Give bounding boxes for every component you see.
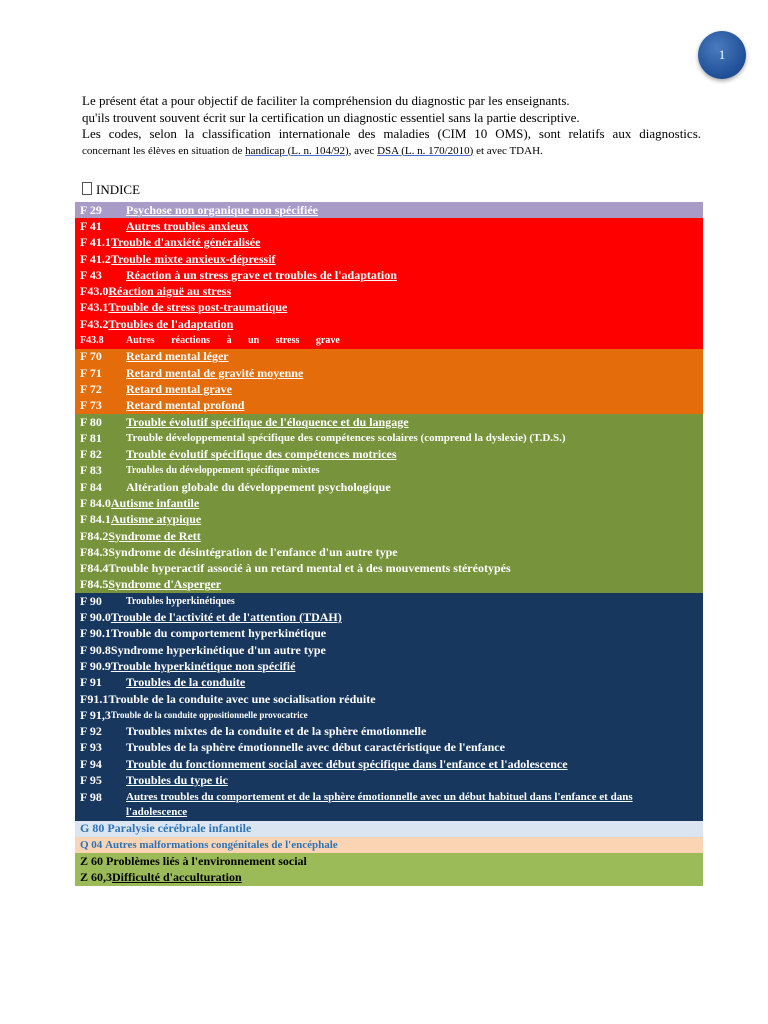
row-code: F 29 <box>80 202 102 217</box>
table-row[interactable] <box>75 707 703 723</box>
table-row[interactable] <box>75 512 703 528</box>
table-row[interactable] <box>75 218 703 234</box>
row-description: Retard mental grave <box>126 381 232 396</box>
row-description: Trouble évolutif spécifique des compétences motrices <box>126 447 397 462</box>
row-code: F 98 <box>80 789 102 804</box>
diagnosis-index-table <box>75 202 703 886</box>
row-description: Syndrome hyperkinétique d'un autre type <box>110 642 326 657</box>
table-row[interactable] <box>75 642 703 658</box>
table-row[interactable] <box>75 724 703 740</box>
row-code: F 92 <box>80 724 102 739</box>
row-description: Réaction aiguë au stress <box>108 284 232 299</box>
table-row[interactable] <box>75 577 703 593</box>
row-code: F 90.0 <box>80 610 111 625</box>
row-description: Syndrome de Rett <box>108 528 201 543</box>
table-row[interactable] <box>75 821 703 837</box>
row-description: Trouble hyperactif associé à un retard mental et à des mouvements stéréotypés <box>108 561 511 576</box>
row-description: Réaction à un stress grave et troubles de l'adaptation <box>126 267 397 282</box>
row-description: Autisme atypique <box>110 512 202 527</box>
row-code: F 81 <box>80 430 102 445</box>
table-row[interactable] <box>75 593 703 609</box>
row-description: Syndrome d'Asperger <box>108 577 222 592</box>
table-row[interactable] <box>75 463 703 479</box>
row-code: F 82 <box>80 447 102 462</box>
row-description: Troubles de l'adaptation <box>108 316 234 331</box>
table-row[interactable] <box>75 789 703 821</box>
law-reference-handicap[interactable]: handicap (L. n. 104/92) <box>245 144 349 157</box>
page-number-badge: 1 <box>698 31 746 79</box>
table-row[interactable] <box>75 300 703 316</box>
row-description: Troubles de la conduite <box>126 675 246 690</box>
row-description: Retard mental de gravité moyenne <box>126 365 304 380</box>
row-description: Autres malformations congénitales de l'encéphale <box>105 839 338 852</box>
checkbox-glyph-icon <box>82 182 92 195</box>
row-description: Trouble évolutif spécifique de l'éloquence et du langage <box>126 414 409 429</box>
row-code: F 43 <box>80 267 102 282</box>
row-description: Syndrome de désintégration de l'enfance d'un autre type <box>108 544 398 559</box>
table-row[interactable] <box>75 381 703 397</box>
row-description: Difficulté d'acculturation <box>112 870 242 885</box>
row-code: F 91 <box>80 675 102 690</box>
intro-line-4-part: , avec <box>348 144 378 157</box>
row-code: F84.4 <box>80 561 109 576</box>
row-code: F 84.1 <box>80 512 111 527</box>
table-row[interactable] <box>75 544 703 560</box>
table-row[interactable] <box>75 202 703 218</box>
table-row[interactable] <box>75 283 703 299</box>
row-description: Trouble de stress post-traumatique <box>108 300 288 315</box>
row-description: Trouble du comportement hyperkinétique <box>110 626 327 641</box>
index-heading <box>82 182 140 198</box>
row-description: Trouble du fonctionnement social avec début spécifique dans l'enfance et l'adolescence <box>126 756 568 771</box>
row-code: F 94 <box>80 756 102 771</box>
table-row[interactable] <box>75 772 703 788</box>
row-code: F 80 <box>80 414 102 429</box>
row-description: Troubles mixtes de la conduite et de la sphère émotionnelle <box>126 724 427 739</box>
table-row[interactable] <box>75 658 703 674</box>
row-description: Autres troubles anxieux <box>126 218 249 233</box>
row-description: Trouble de la conduite avec une socialisation réduite <box>108 691 376 706</box>
row-description: Troubles hyperkinétiques <box>126 595 235 607</box>
row-code: F 90.9 <box>80 658 111 673</box>
row-code: Q 04 <box>80 839 103 852</box>
row-code: F43.1 <box>80 300 109 315</box>
table-row[interactable] <box>75 316 703 332</box>
row-description: Troubles du développement spécifique mixtes <box>126 465 320 477</box>
row-code: F43.2 <box>80 316 109 331</box>
table-row[interactable] <box>75 691 703 707</box>
table-row[interactable] <box>75 398 703 414</box>
row-code: F 73 <box>80 398 102 413</box>
row-code: F84.3 <box>80 544 109 559</box>
row-description: Trouble hyperkinétique non spécifié <box>110 658 296 673</box>
table-row[interactable] <box>75 479 703 495</box>
table-row[interactable] <box>75 446 703 462</box>
table-row[interactable] <box>75 675 703 691</box>
row-code: F91.1 <box>80 691 109 706</box>
row-description: Autres réactions à un stress grave <box>126 335 340 347</box>
row-code: F 70 <box>80 349 102 364</box>
row-code: F 41.2 <box>80 251 111 266</box>
table-row[interactable] <box>75 870 703 886</box>
row-description: Paralysie cérébrale infantile <box>107 821 252 836</box>
index-heading-label: INDICE <box>96 182 141 197</box>
row-code: F 83 <box>80 463 102 478</box>
intro-line-4-part: et avec TDAH. <box>473 144 543 157</box>
row-code: F 93 <box>80 740 102 755</box>
row-description: Trouble développemental spécifique des compétences scolaires (comprend la dyslexie) (T.D.S.) <box>126 432 566 445</box>
row-description: Retard mental profond <box>126 398 245 413</box>
law-reference-dsa[interactable]: DSA (L. n. 170/2010) <box>377 144 474 157</box>
row-code: F43.8 <box>80 335 104 347</box>
table-row[interactable] <box>75 609 703 625</box>
table-row[interactable] <box>75 414 703 430</box>
row-description: Autisme infantile <box>110 495 200 510</box>
row-code: F 84 <box>80 479 102 494</box>
table-row[interactable] <box>75 853 703 869</box>
row-code: F 91,3 <box>80 707 111 722</box>
row-code: F 90.1 <box>80 626 111 641</box>
row-code: F43.0 <box>80 284 109 299</box>
table-row[interactable] <box>75 332 703 348</box>
row-code: F 41.1 <box>80 235 111 250</box>
row-code: Z 60,3 <box>80 870 113 885</box>
row-code: F 90.8 <box>80 642 111 657</box>
row-description: Trouble de l'activité et de l'attention (TDAH) <box>110 610 342 625</box>
table-row[interactable] <box>75 251 703 267</box>
row-code: F 90 <box>80 593 102 608</box>
row-description: Retard mental léger <box>126 349 229 364</box>
table-row[interactable] <box>75 430 703 446</box>
row-description: Autres troubles du comportement et de la sphère émotionnelle avec un début habituel dans l'enfance et dans l'adolescence <box>126 790 633 818</box>
row-code: G 80 <box>80 821 105 836</box>
table-row[interactable] <box>75 561 703 577</box>
intro-line-4 <box>82 143 701 160</box>
intro-line-1: Le présent état a pour objectif de faciliter la compréhension du diagnostic par les enseignants. <box>82 93 570 108</box>
intro-text <box>82 93 701 159</box>
row-description: Trouble de la conduite oppositionnelle provocatrice <box>110 710 308 721</box>
row-description: Trouble mixte anxieux-dépressif <box>110 251 276 266</box>
row-description: Altération globale du développement psychologique <box>126 479 391 494</box>
table-row[interactable] <box>75 740 703 756</box>
table-row[interactable] <box>75 235 703 251</box>
intro-line-2: qu'ils trouvent souvent écrit sur la certification un diagnostic essentiel sans la partie descriptive. <box>82 109 580 125</box>
row-code: F 72 <box>80 381 102 396</box>
row-code: F 84.0 <box>80 495 111 510</box>
table-row[interactable] <box>75 626 703 642</box>
intro-line-3: Les codes, selon la classification internationale des maladies (CIM 10 OMS), sont relatifs aux diagnostics. <box>82 126 701 141</box>
row-code: F 95 <box>80 773 102 788</box>
row-code: F84.2 <box>80 528 109 543</box>
table-row[interactable] <box>75 267 703 283</box>
intro-line-4-part: concernant les élèves en situation de <box>82 144 246 157</box>
row-description: Trouble d'anxiété généralisée <box>110 235 261 250</box>
table-row[interactable] <box>75 349 703 365</box>
row-description: Problèmes liés à l'environnement social <box>106 853 307 868</box>
row-code: Z 60 <box>80 853 104 868</box>
table-row[interactable] <box>75 837 703 853</box>
table-row[interactable] <box>75 756 703 772</box>
row-description: Psychose non organique non spécifiée <box>126 202 319 217</box>
table-row[interactable] <box>75 495 703 511</box>
row-code: F84.5 <box>80 577 109 592</box>
row-description: Troubles de la sphère émotionnelle avec début caractéristique de l'enfance <box>126 740 505 755</box>
row-code: F 41 <box>80 218 102 233</box>
row-description: Troubles du type tic <box>126 773 228 788</box>
table-row[interactable] <box>75 365 703 381</box>
row-code: F 71 <box>80 365 102 380</box>
table-row[interactable] <box>75 528 703 544</box>
